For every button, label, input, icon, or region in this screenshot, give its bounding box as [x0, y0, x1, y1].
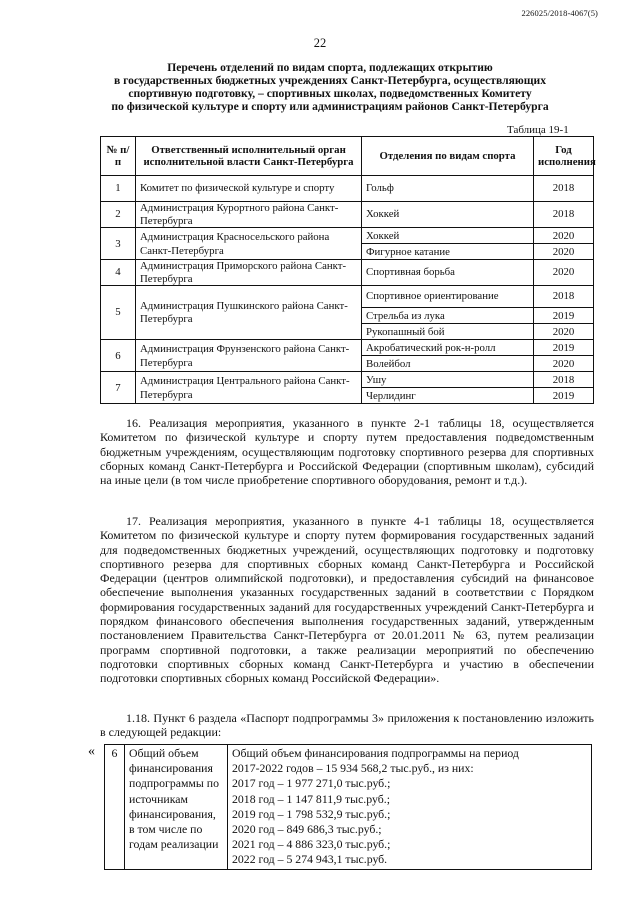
financing-line: 2018 год – 1 147 811,9 тыс.руб.;: [232, 791, 390, 806]
row-sport: Ушу: [362, 372, 534, 388]
row-num: 2: [101, 202, 136, 228]
row-year: 2018: [534, 202, 594, 228]
paragraph-17: [100, 514, 594, 686]
passport-table: [104, 744, 592, 870]
paragraph-17-text: 17. Реализация мероприятия, указанного в пункте 4-1 таблицы 18, осуществляется Комитетом по физической культуре и спорту путем формирования государственных заданий для подведомственных бюджетных учреждений, осуществляющих подготовку и подготовку спортивного резерва для спортивных сборных команд Санкт-Петербурга и Российской Федерации (центров олимпийской подготовки), и предоставления субсидий на финансовое обеспечение выполнения указанных государственных заданий в соответствии с Порядком формирования государственных заданий для государственных учреждений Санкт-Петербурга и порядком финансового обеспечения выполнения государственных заданий, утвержденным постановлением Правительства Санкт-Петербурга от 20.01.2011 № 63, путем реализации программ спортивной подготовки, а также реализации мероприятий по обеспечению подготовки спортивных сборных команд Санкт-Петербурга и участию в обеспечении подготовки спортивных сборных команд Российской Федерации».: [100, 514, 594, 686]
row-sport: Фигурное катание: [362, 244, 534, 260]
row-year: 2020: [534, 228, 594, 244]
financing-line: Общий объем финансирования подпрограммы на период: [232, 746, 519, 760]
row-num: 7: [101, 372, 136, 404]
row-authority: Комитет по физической культуре и спорту: [136, 176, 362, 202]
section-title: [95, 61, 565, 113]
passport-item-num: 6: [105, 745, 125, 870]
table-caption: Таблица 19-1: [507, 124, 569, 136]
title-line: спортивную подготовку, – спортивных школах, подведомственных Комитету: [128, 87, 532, 100]
financing-line: 2017 год – 1 977 271,0 тыс.руб.;: [232, 776, 391, 791]
financing-line: 2019 год – 1 798 532,9 тыс.руб.;: [232, 806, 391, 821]
passport-item-label: Общий объем финансирования подпрограммы по источникам финансирования, в том числе по годам реализации: [125, 745, 228, 870]
financing-line: 2020 год – 849 686,3 тыс.руб.;: [232, 822, 382, 837]
row-authority: Администрация Курортного района Санкт-Петербурга: [136, 202, 362, 228]
paragraph-16-text: 16. Реализация мероприятия, указанного в пункте 2-1 таблицы 18, осуществляется Комитетом по физической культуре и спорту путем предоставления подведомственным бюджетным учреждениям, осуществляющим подготовку спортивного резерва для спортивных сборных команд Санкт-Петербурга и Российской Федерации (спортивным школам), субсидий на иные цели (в том числе приобретение спортивного оборудования, ремонт и т.д.).: [100, 416, 594, 488]
opening-quote: «: [88, 744, 95, 759]
row-year: 2019: [534, 308, 594, 324]
row-year: 2019: [534, 388, 594, 404]
row-year: 2020: [534, 324, 594, 340]
row-num: 1: [101, 176, 136, 202]
row-sport: Черлидинг: [362, 388, 534, 404]
row-num: 6: [101, 340, 136, 372]
row-year: 2018: [534, 176, 594, 202]
paragraph-1-18: [100, 711, 594, 740]
sports-departments-table: [100, 136, 594, 404]
header-sport: Отделения по видам спорта: [362, 137, 534, 176]
row-year: 2018: [534, 286, 594, 308]
table-row: [101, 260, 594, 286]
row-num: 4: [101, 260, 136, 286]
row-sport: Волейбол: [362, 356, 534, 372]
table-row: [101, 372, 594, 388]
row-num: 3: [101, 228, 136, 260]
row-sport: Стрельба из лука: [362, 308, 534, 324]
row-sport: Хоккей: [362, 228, 534, 244]
row-sport: Хоккей: [362, 202, 534, 228]
financing-line: 2017-2022 годов – 15 934 568,2 тыс.руб., из них:: [232, 761, 474, 776]
paragraph-16: [100, 416, 594, 487]
table-row: [105, 745, 592, 870]
row-sport: Спортивная борьба: [362, 260, 534, 286]
row-sport: Рукопашный бой: [362, 324, 534, 340]
passport-item-value: [228, 745, 592, 870]
table-row: [101, 228, 594, 244]
header-year: Год исполнения: [534, 137, 594, 176]
header-authority: Ответственный исполнительный орган исполнительной власти Санкт-Петербурга: [136, 137, 362, 176]
row-authority: Администрация Приморского района Санкт-Петербурга: [136, 260, 362, 286]
row-year: 2018: [534, 372, 594, 388]
table-row: [101, 202, 594, 228]
row-sport: Гольф: [362, 176, 534, 202]
row-authority: Администрация Фрунзенского района Санкт-Петербурга: [136, 340, 362, 372]
row-year: 2019: [534, 340, 594, 356]
table-row: [101, 340, 594, 356]
row-year: 2020: [534, 260, 594, 286]
page-number: 22: [313, 36, 327, 50]
row-sport: Спортивное ориентирование: [362, 286, 534, 308]
row-authority: Администрация Красносельского района Санкт-Петербурга: [136, 228, 362, 260]
row-sport: Акробатический рок-н-ролл: [362, 340, 534, 356]
document-number: 226025/2018-4067(5): [521, 8, 598, 18]
financing-line: 2021 год – 4 886 323,0 тыс.руб.;: [232, 837, 391, 852]
title-line: по физической культуре и спорту или администрациям районов Санкт-Петербурга: [111, 100, 549, 113]
row-year: 2020: [534, 244, 594, 260]
table-row: [101, 286, 594, 308]
row-authority: Администрация Пушкинского района Санкт-Петербурга: [136, 286, 362, 340]
title-line: в государственных бюджетных учреждениях Санкт-Петербурга, осуществляющих: [113, 74, 547, 87]
row-year: 2020: [534, 356, 594, 372]
paragraph-1-18-text: 1.18. Пункт 6 раздела «Паспорт подпрограммы 3» приложения к постановлению изложить в следующей редакции:: [100, 711, 594, 740]
row-authority: Администрация Центрального района Санкт-Петербурга: [136, 372, 362, 404]
table-row: [101, 176, 594, 202]
header-num: № п/п: [101, 137, 136, 176]
financing-line: 2022 год – 5 274 943,1 тыс.руб.: [232, 852, 388, 867]
row-num: 5: [101, 286, 136, 340]
title-line: Перечень отделений по видам спорта, подлежащих открытию: [167, 61, 493, 74]
